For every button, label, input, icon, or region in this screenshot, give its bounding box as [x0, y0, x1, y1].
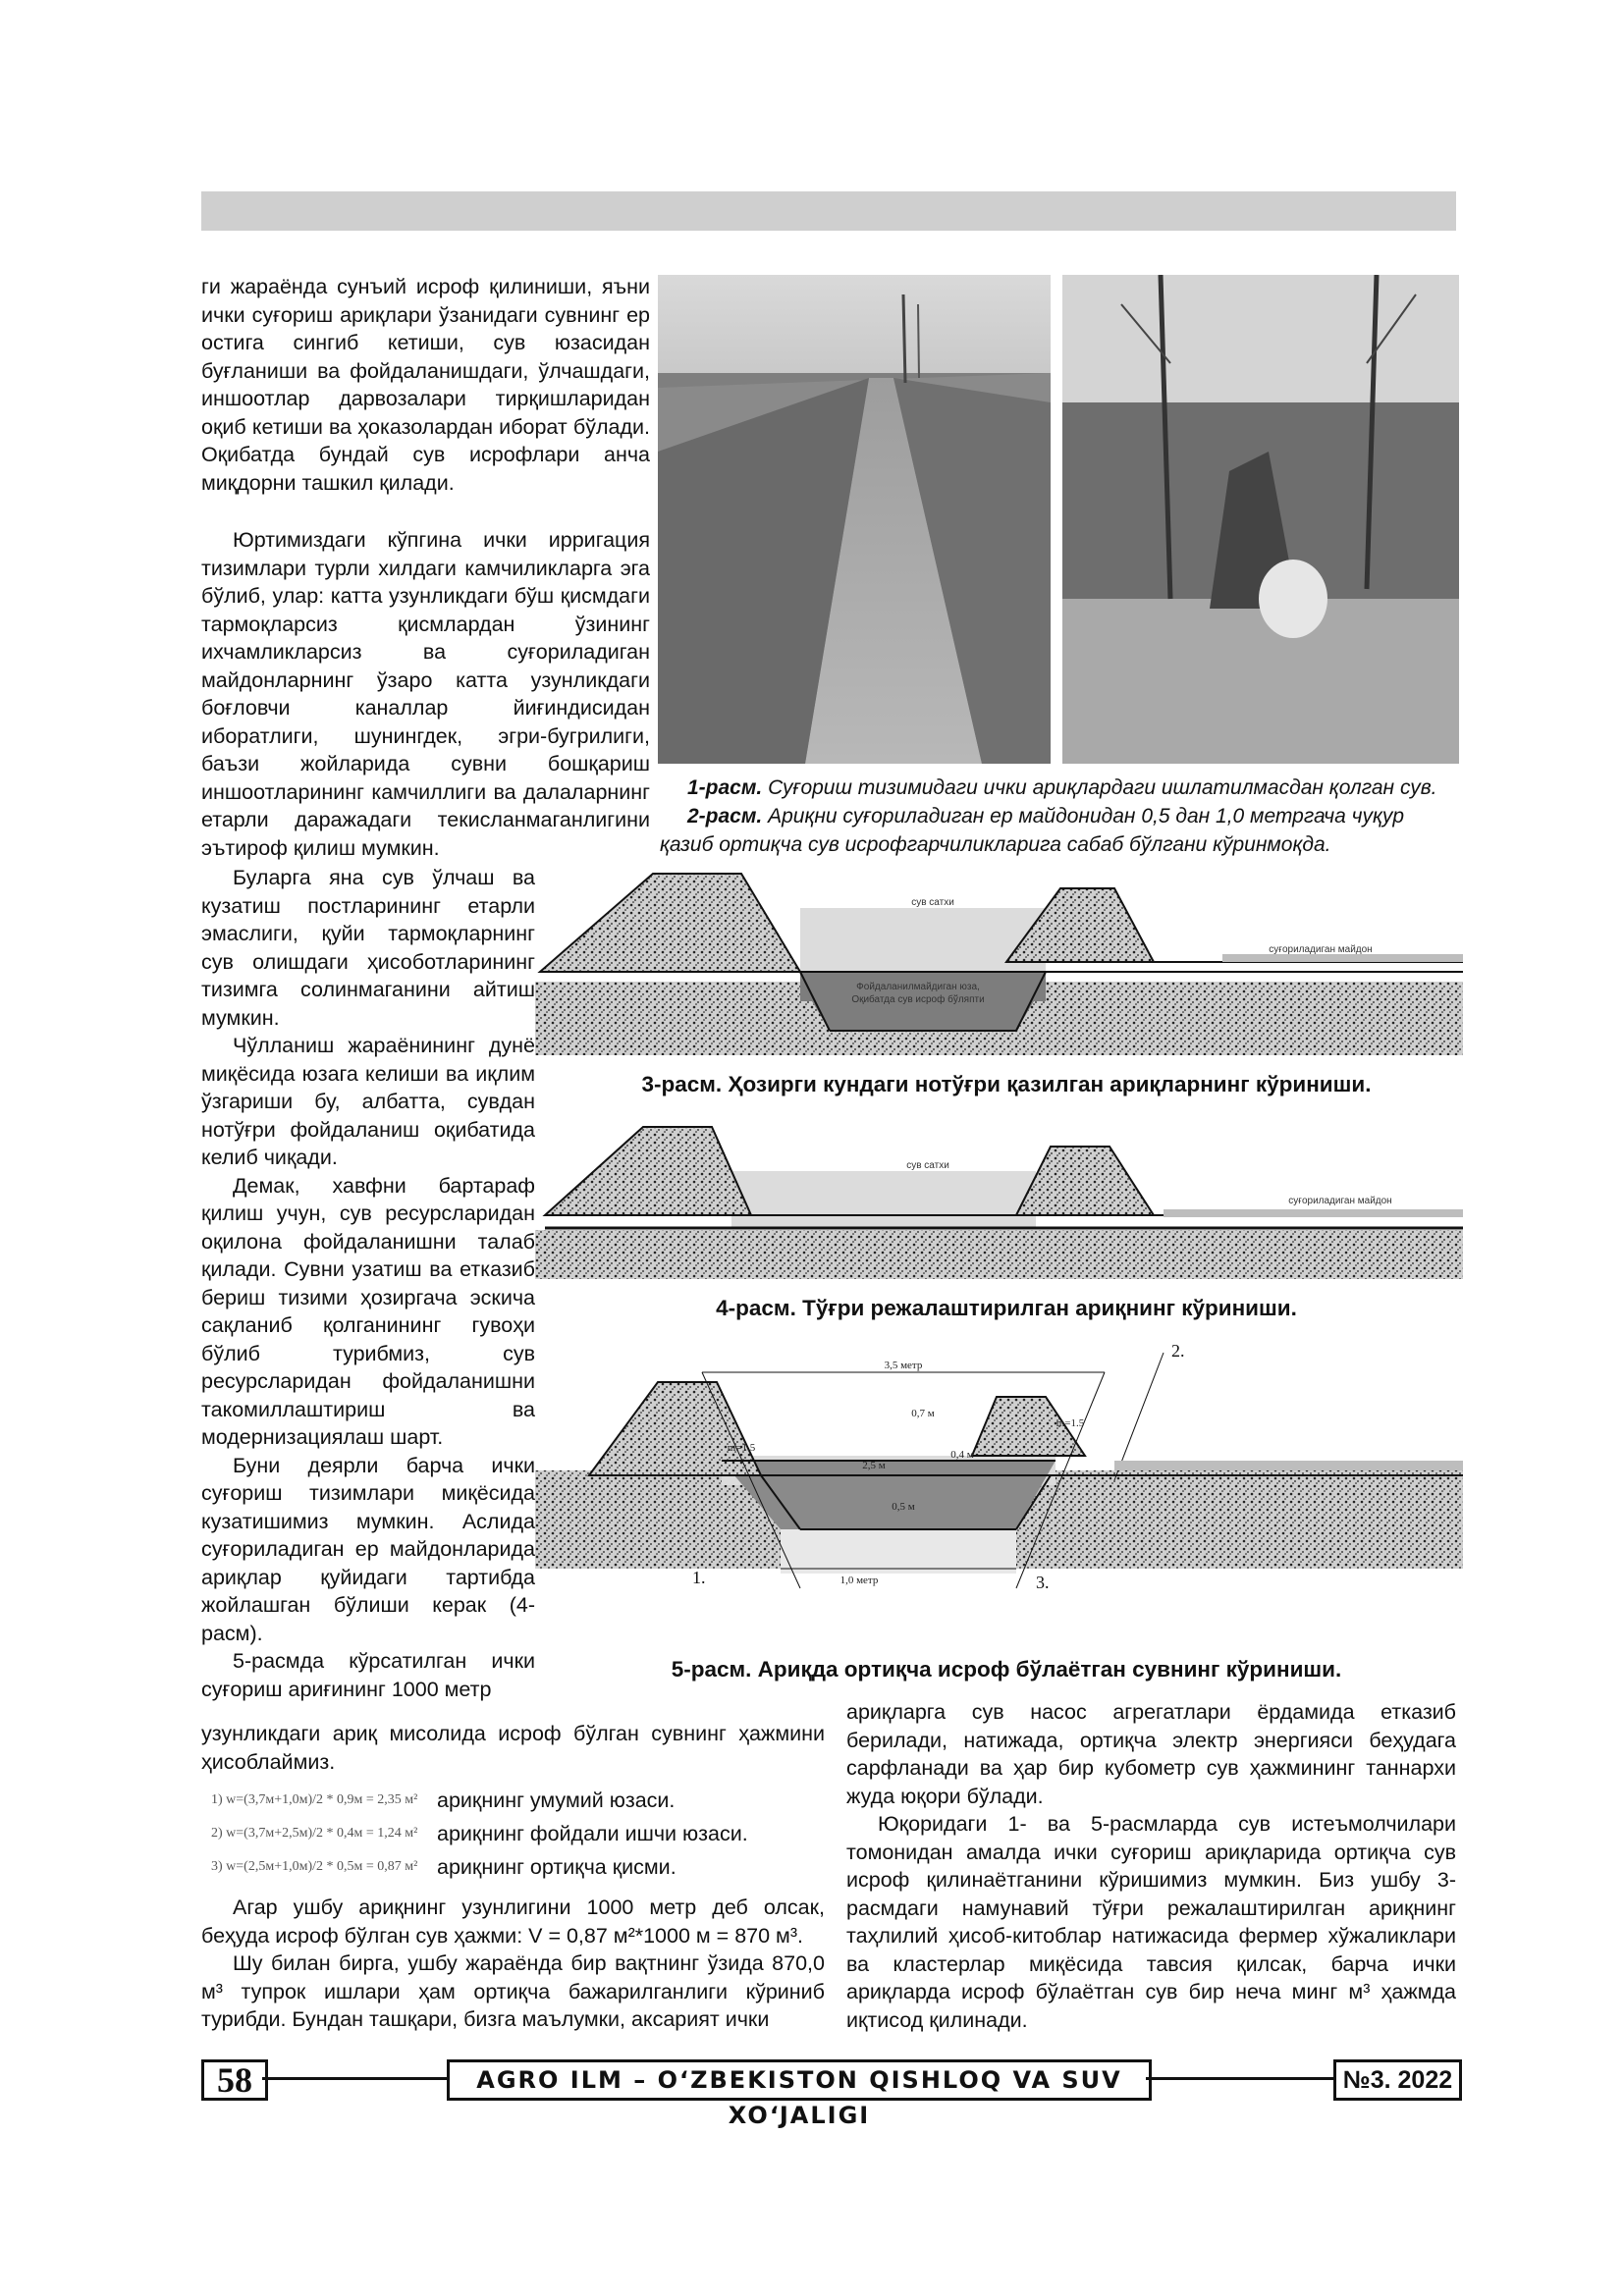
left-column-narrow: [201, 864, 535, 1703]
label-unused-area-2: Оқибатда сув исроф бўляпти: [851, 994, 985, 1005]
eroded-bank-image: [1062, 275, 1459, 764]
label-slope-right: m=1.5: [1056, 1417, 1085, 1429]
formula-description: ариқнинг умумий юзаси.: [437, 1788, 676, 1812]
bottom-left-column: [201, 1720, 825, 2034]
label-n1: 1.: [692, 1568, 706, 1587]
footer-rule: [1146, 2077, 1333, 2080]
formula-expression: 3) w=(2,5м+1,0м)/2 * 0,5м = 0,87 м²: [211, 1858, 418, 1874]
left-column-mid: [201, 526, 650, 862]
label-unused-area-1: Фойдаланилмайдиган юза,: [856, 982, 980, 992]
fig4-caption: 4-расм. Тўғри режалаштирилган ариқнинг кўриниши.: [716, 1296, 1297, 1320]
label-width-25: 2,5 м: [862, 1460, 886, 1471]
label-n2: 2.: [1171, 1343, 1185, 1361]
paragraph: узунликдаги ариқ мисолида исроф бўлган сувнинг ҳажмини ҳисоблаймиз.: [201, 1722, 825, 1774]
paragraph: Буни деярли барча ички суғориш тизимлари миқёсида кузатишимиз мумкин. Аслида суғориладиган ер майдонларида ариқлар қуйидаги тартибда жойлашган бўлиши керак (4-расм).: [201, 1453, 535, 1645]
formula-expression: 2) w=(3,7м+2,5м)/2 * 0,4м = 1,24 м²: [211, 1825, 418, 1841]
formula-row: [211, 1817, 825, 1850]
fig3-caption: 3-расм. Ҳозирги кундаги нотўғри қазилган ариқларнинг кўриниши.: [641, 1072, 1372, 1096]
fig2-label: 2-расм.: [687, 805, 763, 828]
page-number: 58: [201, 2059, 268, 2101]
left-column-top: [201, 273, 650, 497]
fig1-label: 1-расм.: [687, 776, 763, 799]
fig1-caption: [687, 774, 1459, 802]
paragraph: Шу билан бирга, ушбу жараёнда бир вақтнинг ўзида 870,0 м³ тупрок ишлари ҳам ортиқча бажарилганлиги кўриниб турибди. Бундан ташқари, бизга маълумки, аксарият ички: [201, 1951, 825, 2031]
label-water-surface: сув сатхи: [911, 897, 954, 908]
paragraph: Демак, хавфни бартараф қилиш учун, сув ресурсларидан оқилона фойдаланишни талаб қилади. Сувни узатиш ва етказиб бериш тизими ҳозиргача эскича сақланиб қолганининг гувоҳи бўлиб турибмиз, сув ресурсларидан фойдаланишни такомиллаштириш ва модернизациялаш шарт.: [201, 1173, 535, 1449]
label-n3: 3.: [1036, 1573, 1050, 1592]
footer-rule: [262, 2077, 447, 2080]
label-bottom-width: 1,0 метр: [839, 1575, 879, 1586]
paragraph: Буларга яна сув ўлчаш ва кузатиш постларининг етарли эмаслиги, қуйи тармоқларнинг сув олишдаги ҳисоботларининг тизимга солинмаганини айтиш мумкин.: [201, 866, 535, 1030]
fig2-caption: [660, 802, 1459, 859]
label-depth-05: 0,5 м: [892, 1501, 915, 1513]
label-slope-left: m=1.5: [727, 1442, 756, 1454]
paragraph: Чўлланиш жараёнининг дунё миқёсида юзага келиши ва иқлим ўзгариши бу, албатта, сувдан нотўғри фойдаланиш оқибатида келиб чиқади.: [201, 1034, 535, 1169]
photo-fig2: [1062, 275, 1459, 764]
photo-fig1: [658, 275, 1051, 764]
fig3-diagram: [535, 864, 1463, 1060]
header-bar: [201, 191, 1456, 231]
bottom-right-column: [846, 1698, 1456, 2034]
paragraph: Юртимиздаги кўпгина ички ирригация тизимлари турли хилдаги камчиликларга эга бўлиб, улар: катта узунликдаги бўш қисмдаги тармоқларсиз қисмлардан ўзининг ихчамликларсиз ва суғориладиган майдонларнинг ўзаро катта узунликдаги боғловчи каналлар йиғиндисидан иборатлиги, шунингдек, эгри-бугрилиги, баъзи жойларида сувни бошқариш иншоотларининг камчиллиги ва далаларнинг етарли даражадаги текисланмаганлигини эътироф қилиш мумкин.: [201, 528, 650, 860]
label-irrigated-field: суғориладиган майдон: [1288, 1196, 1392, 1206]
formula-expression: 1) w=(3,7м+1,0м)/2 * 0,9м = 2,35 м²: [211, 1791, 418, 1807]
label-top-width: 3,5 метр: [884, 1360, 923, 1371]
label-depth-04: 0,4 м: [950, 1449, 974, 1461]
fig5-caption: 5-расм. Ариқда ортиқча исроф бўлаётган сувнинг кўриниши.: [671, 1657, 1342, 1682]
formula-description: ариқнинг фойдали ишчи юзаси.: [437, 1821, 748, 1845]
issue-number: №3. 2022: [1333, 2059, 1462, 2101]
label-depth-07: 0,7 м: [911, 1408, 935, 1419]
formula-description: ариқнинг ортиқча қисми.: [437, 1854, 677, 1879]
fig4-diagram: [535, 1117, 1463, 1284]
fig5-diagram: [535, 1343, 1463, 1610]
fig2-text: Ариқни суғориладиган ер майдонидан 0,5 дан 1,0 метргача чуқур қазиб ортиқча сув исрофгарчиликларига сабаб бўлгани кўринмоқда.: [660, 805, 1405, 856]
label-irrigated-field: суғориладиган майдон: [1269, 944, 1373, 955]
formula-row: [211, 1850, 825, 1884]
fig1-text: Суғориш тизимидаги ички ариқлардаги ишлатилмасдан қолган сув.: [768, 776, 1437, 799]
paragraph: 5-расмда кўрсатилган ички суғориш ариғининг 1000 метр: [201, 1649, 535, 1701]
paragraph: ги жараёнда сунъий исроф қилиниши, яъни ички суғориш ариқлари ўзанидаги сувнинг ер остига сингиб кетиши, сув юзасидан буғланиши ва фойдаланишдаги, ўлчашдаги, иншоотлар дарвозалари тирқишларидан оқиб кетиши ва ҳоказолардан иборат бўлади. Оқибатда бундай сув исрофлари анча миқдорни ташкил қилади.: [201, 275, 650, 495]
paragraph: Юқоридаги 1- ва 5-расмларда сув истеъмолчилари томонидан амалда ички суғориш ариқларида ортиқча сув исроф қилинаётганини кўришимиз мумкин. Биз ушбу 3-расмдаги намунавий тўғри режалаштирилган ариқнинг таҳлилий ҳисоб-китоблар натижасида фермер хўжаликлари ва кластерлар миқёсида тавсия қилсак, барча ички ариқларда исроф бўлаётган сув бир неча минг м³ ҳажмда иқтисод қилинади.: [846, 1812, 1456, 2032]
formula-row: [211, 1784, 825, 1817]
paragraph: Агар ушбу ариқнинг узунлигини 1000 метр деб олсак, беҳуда исроф бўлган сув ҳажми: V = 0,87 м²*1000 м = 870 м³.: [201, 1896, 825, 1948]
journal-title: AGRO ILM – O‘ZBEKISTON QISHLOQ VA SUV XO‘JALIGI: [447, 2059, 1152, 2101]
paragraph: ариқларга сув насос агрегатлари ёрдамида етказиб берилади, натижада, ортиқча электр энергияси беҳудага сарфланади ва ҳар бир кубометр сув ҳажмининг таннархи жуда юқори бўлади.: [846, 1700, 1456, 1808]
label-water-surface: сув сатхи: [906, 1160, 949, 1171]
formula-list: [211, 1784, 825, 1884]
field-ditch-image: [658, 275, 1051, 764]
